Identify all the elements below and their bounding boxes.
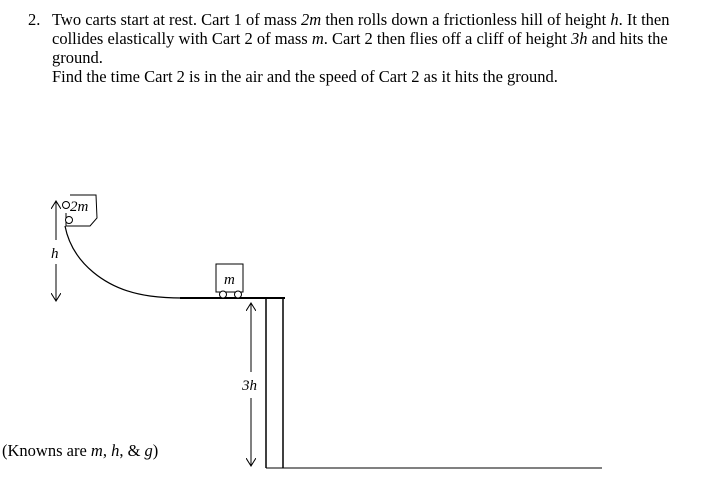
statement-part-1: Two carts start at rest. Cart 1 of mass: [52, 10, 302, 29]
knowns-prefix: (Knowns are: [2, 441, 91, 460]
cart-1-wheel: [63, 202, 70, 209]
cart-1: [63, 195, 98, 226]
knowns-note: [2, 441, 158, 461]
cart-2: [216, 264, 243, 298]
statement-part-2: then rolls down a frictionless hill of height: [321, 10, 611, 29]
statement-part-5: and hits the ground.: [52, 29, 668, 67]
problem-question: Find the time Cart 2 is in the air and the speed of Cart 2 as it hits the ground.: [52, 67, 558, 86]
cart-2-label: m: [224, 272, 235, 288]
mass-2m: 2m: [301, 10, 322, 29]
cart-2-wheel: [235, 291, 242, 298]
height-h: h: [610, 10, 619, 29]
cart-1-wheel: [66, 217, 73, 224]
cart-2-wheel: [220, 291, 227, 298]
knowns-separator: , &: [119, 441, 145, 460]
mass-m: m: [311, 29, 324, 48]
cart-1-label: 2m: [70, 199, 89, 215]
knowns-suffix: ): [152, 441, 159, 460]
hill-height-label: h: [51, 246, 59, 262]
knowns-separator: ,: [102, 441, 112, 460]
statement-part-4: . Cart 2 then flies off a cliff of height: [323, 29, 572, 48]
height-3h: 3h: [571, 29, 588, 48]
known-h: h: [111, 441, 120, 460]
cliff-height-label: 3h: [242, 378, 257, 394]
hill-curve: [65, 226, 182, 298]
statement-part-3: . It then collides elastically with Cart 2 of mass: [52, 10, 670, 48]
known-m: m: [90, 441, 103, 460]
known-g: g: [144, 441, 153, 460]
problem-number: 2.: [28, 10, 41, 29]
